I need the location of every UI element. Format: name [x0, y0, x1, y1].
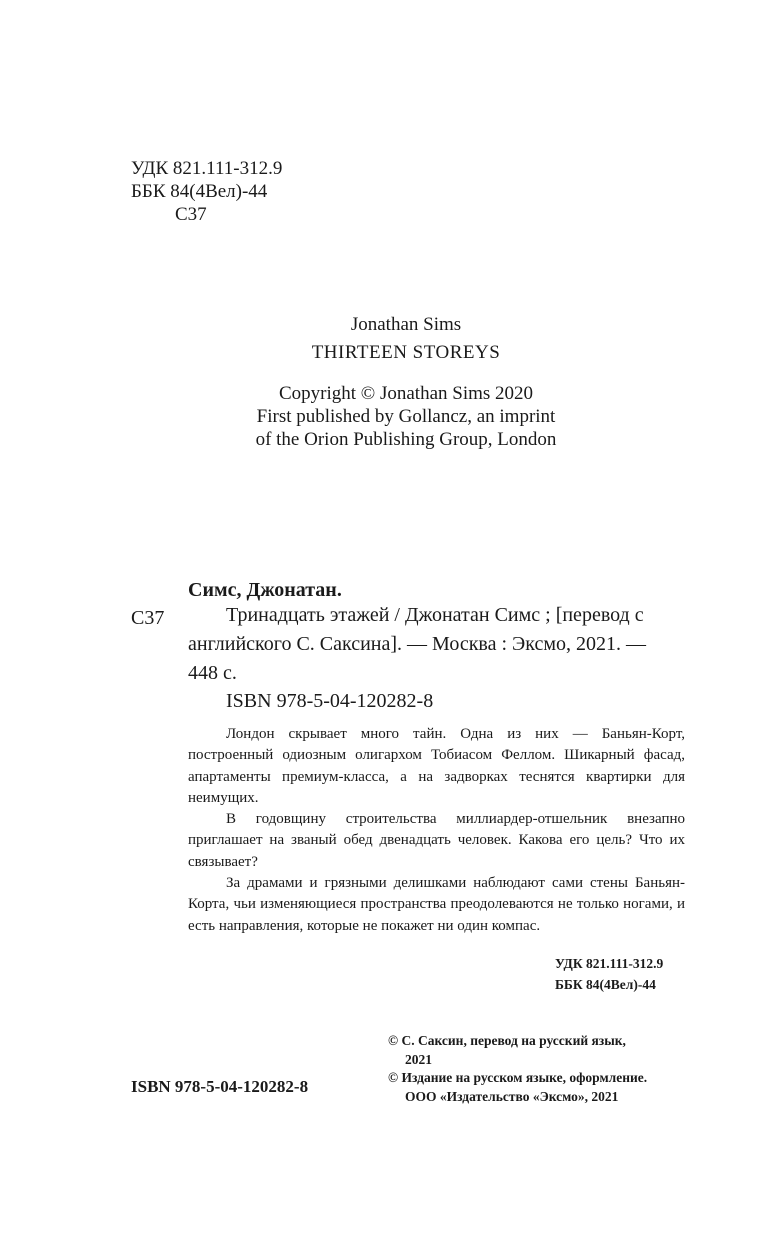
bbk-code: ББК 84(4Вел)-44 [555, 977, 656, 992]
catalog-heading: Симс, Джонатан. [188, 579, 342, 601]
annotation-paragraph: В годовщину строительства миллиардер-отшельник внезапно приглашает на званый обед двенадцать человек. Какова его цель? Что их связывает? [188, 811, 685, 870]
copyright-block [206, 382, 606, 451]
annotation-paragraph: За драмами и грязными делишками наблюдают сами стены Баньян-Корта, чьи изменяющиеся пространства преодолеваются не только ногами, и есть направления, которые не покажет ни один компас. [188, 875, 685, 934]
copyright-symbol: © [388, 1070, 399, 1085]
rights-line: ООО «Издательство «Эксмо», 2021 [405, 1088, 619, 1104]
rights-notices [388, 1032, 647, 1106]
annotation [188, 724, 685, 937]
original-author: Jonathan Sims [350, 314, 462, 335]
udk-code: УДК 821.111-312.9 [131, 158, 283, 179]
catalog-line: Тринадцать этажей / Джонатан Симс ; [перевод с [226, 604, 644, 626]
catalog-isbn: ISBN 978-5-04-120282-8 [226, 690, 434, 712]
original-edition [206, 311, 606, 451]
copyright-symbol: © [388, 1033, 399, 1048]
catalog-mark: С37 [131, 607, 165, 629]
catalog-entry [188, 601, 688, 688]
rights-line: С. Саксин, перевод на русский язык, [401, 1033, 626, 1048]
annotation-paragraph: Лондон скрывает много тайн. Одна из них — Баньян-Корт, построенный одиозным олигархом Тобиасом Феллом. Шикарный фасад, апартаменты премиум-класса, а на задворках теснятся квартирки для неимущих. [188, 726, 685, 806]
copyright-line: First published by Gollancz, an imprint [256, 406, 556, 427]
author-mark: С37 [175, 204, 207, 225]
copyright-line: Copyright © Jonathan Sims 2020 [278, 383, 534, 404]
bottom-isbn: ISBN 978-5-04-120282-8 [131, 1077, 309, 1096]
original-title: THIRTEEN STOREYS [311, 342, 501, 363]
catalog-line: английского С. Саксина]. — Москва : Эксмо, 2021. — [188, 633, 646, 655]
bbk-code: ББК 84(4Вел)-44 [131, 181, 268, 202]
rights-notice [388, 1032, 647, 1069]
rights-notice [388, 1069, 647, 1106]
udk-code: УДК 821.111-312.9 [555, 956, 664, 971]
top-codes [131, 157, 282, 226]
rights-line: Издание на русском языке, оформление. [401, 1070, 648, 1085]
catalog-line: 448 с. [188, 662, 237, 684]
copyright-line: of the Orion Publishing Group, London [255, 429, 557, 450]
annotation-codes [555, 953, 663, 995]
rights-line: 2021 [405, 1051, 432, 1067]
